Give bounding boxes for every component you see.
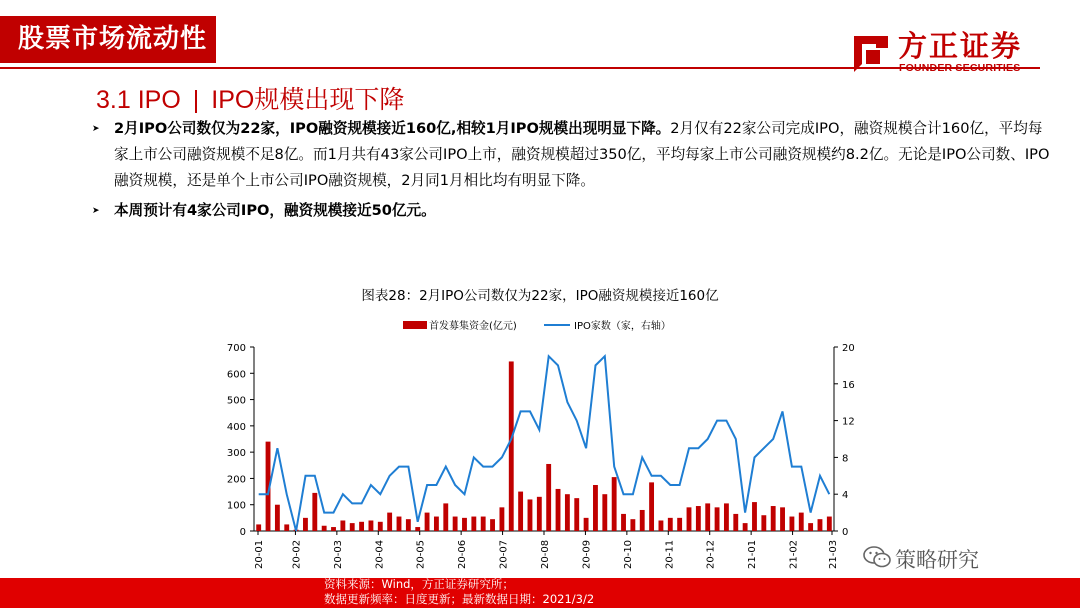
y-tick-label-right: 4	[842, 490, 849, 502]
bar	[434, 517, 439, 531]
section-title	[96, 80, 404, 116]
bar	[340, 520, 345, 531]
bar	[378, 522, 383, 531]
wechat-icon	[863, 546, 891, 568]
bullet-list	[92, 116, 1052, 228]
section-heading: IPO规模出现下降	[211, 86, 405, 114]
x-tick-label: 20-08	[540, 539, 551, 569]
x-tick-label: 20-04	[374, 539, 386, 569]
bar	[621, 514, 626, 531]
y-tick-label-left: 600	[226, 369, 246, 381]
logo-english-text: FOUNDER SECURITIES	[899, 62, 1021, 74]
bar	[799, 513, 804, 531]
bullet-item	[92, 198, 1052, 224]
x-tick-label: 20-01	[254, 539, 265, 569]
bar	[752, 502, 757, 531]
chart-title: 图表28：2月IPO公司数仅为22家，IPO融资规模接近160亿	[361, 288, 719, 304]
bar	[303, 518, 308, 531]
update-line: 数据更新频率：日度更新；最新数据日期：2021/3/2	[324, 592, 595, 606]
x-tick-label: 21-02	[788, 539, 800, 569]
bar	[322, 526, 327, 531]
y-tick-label-right: 0	[842, 527, 849, 538]
section-number: 3.1 IPO	[96, 86, 181, 114]
x-tick-label: 20-09	[581, 539, 593, 569]
logo-chinese-text: 方正证券	[898, 29, 1023, 63]
bar	[453, 517, 458, 531]
bar	[425, 513, 430, 531]
bar	[687, 507, 692, 531]
bar	[556, 489, 561, 531]
x-tick-label: 20-02	[291, 539, 303, 569]
bar	[827, 517, 832, 531]
bar	[733, 514, 738, 531]
y-tick-label-left: 0	[239, 527, 246, 538]
bullet-bold-text: 2月IPO公司数仅为22家，IPO融资规模接近160亿,相较1月IPO规模出现明显下降。	[114, 120, 671, 137]
x-tick-label: 20-03	[332, 539, 344, 569]
legend-bar-swatch	[403, 321, 427, 329]
bullet-arrow-icon: ➤	[92, 124, 100, 134]
y-tick-label-left: 500	[226, 395, 246, 407]
x-tick-label: 20-07	[498, 539, 510, 569]
bar	[443, 503, 448, 531]
bar	[743, 523, 748, 531]
bullet-bold-text: 本周预计有4家公司IPO，融资规模接近50亿元。	[114, 202, 436, 219]
bar	[640, 510, 645, 531]
section-separator: |	[192, 86, 200, 114]
bar	[659, 520, 664, 531]
series-line	[259, 356, 830, 531]
bar	[546, 464, 551, 531]
bar	[818, 519, 823, 531]
bar	[574, 498, 579, 531]
bullet-arrow-icon: ➤	[92, 206, 100, 216]
bar	[312, 493, 317, 531]
y-tick-label-right: 16	[842, 379, 855, 391]
x-tick-label: 20-06	[457, 539, 469, 569]
bar	[331, 527, 336, 531]
wechat-watermark	[895, 544, 979, 574]
y-tick-label-left: 200	[226, 474, 246, 486]
founder-logo-icon	[846, 28, 892, 72]
bar	[584, 518, 589, 531]
bar	[705, 503, 710, 531]
bullet-item	[92, 116, 1052, 194]
bar	[780, 507, 785, 531]
bar	[415, 527, 420, 531]
bar	[284, 524, 289, 531]
bar	[537, 497, 542, 531]
bar	[387, 513, 392, 531]
y-tick-label-right: 8	[842, 453, 849, 465]
bullet-text: 2月仅有22家公司完成IPO，融资规模合计160亿，平均每家上市公司融资规模不足8亿。而1月共有43家公司IPO上市，融资规模超过350亿，平均每家上市公司融资规模约8.2亿。无论是IPO公司数、IPO融资规模，还是单个上市公司IPO融资规模，2月同1月相比均有明显下降。	[114, 120, 1050, 189]
bar	[677, 518, 682, 531]
bar	[808, 523, 813, 531]
watermark-text: 策略研究	[895, 548, 979, 572]
bar	[256, 524, 261, 531]
bar	[630, 519, 635, 531]
y-tick-label-right: 20	[842, 343, 855, 354]
bar	[649, 482, 654, 531]
bar	[509, 361, 514, 531]
bar	[612, 477, 617, 531]
x-tick-label: 21-03	[828, 539, 839, 569]
bar	[565, 494, 570, 531]
bar	[761, 515, 766, 531]
bar	[406, 519, 411, 531]
x-tick-label: 21-01	[747, 539, 759, 569]
y-tick-label-left: 400	[226, 421, 246, 433]
bar	[593, 485, 598, 531]
footer-source	[324, 577, 594, 607]
bar	[518, 492, 523, 531]
page-category-title: 股票市场流动性	[0, 16, 216, 63]
bar	[789, 517, 794, 531]
bar	[462, 518, 467, 531]
bar	[668, 518, 673, 531]
ipo-chart	[0, 300, 1080, 578]
bar	[528, 499, 533, 531]
bar	[715, 507, 720, 531]
y-tick-label-left: 300	[226, 448, 246, 460]
source-line: 资料来源：Wind，方正证券研究所；	[324, 577, 514, 591]
legend-bar-label: 首发募集资金(亿元)	[429, 321, 517, 332]
x-tick-label: 20-11	[664, 539, 676, 569]
company-logo	[846, 24, 1036, 76]
bar	[771, 506, 776, 531]
bar	[696, 506, 701, 531]
bar	[350, 523, 355, 531]
bar	[471, 517, 476, 531]
bar	[369, 520, 374, 531]
bar	[490, 519, 495, 531]
bar	[275, 505, 280, 531]
footer-bar	[0, 578, 1080, 608]
x-tick-label: 20-12	[705, 539, 717, 569]
legend-line-label: IPO家数（家，右轴）	[574, 321, 671, 332]
bar	[359, 522, 364, 531]
bar	[724, 503, 729, 531]
bar	[499, 507, 504, 531]
y-tick-label-left: 100	[226, 500, 246, 512]
bar	[397, 517, 402, 531]
x-tick-label: 20-10	[622, 539, 634, 569]
x-tick-label: 20-05	[415, 539, 427, 569]
y-tick-label-left: 700	[226, 343, 246, 354]
y-tick-label-right: 12	[842, 416, 855, 428]
bar	[481, 517, 486, 531]
bar	[602, 494, 607, 531]
